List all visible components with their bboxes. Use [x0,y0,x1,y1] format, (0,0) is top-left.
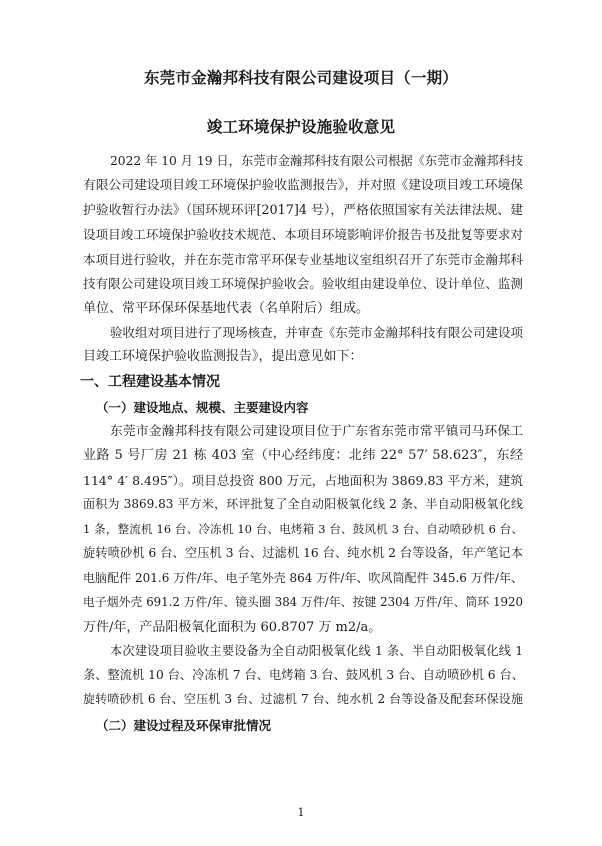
para1-line: 设项目竣工环境保护验收技术规范、本项目环境影响评价报告书及批复等要求对 [83,227,523,242]
para1-line: 本项目进行验收，并在东莞市常平环保专业基地议室组织召开了东莞市金瀚邦科 [83,252,523,267]
document-title: 东莞市金瀚邦科技有限公司建设项目（一期） [143,69,458,87]
para3-line: 面积为 3869.83 平方米，环评批复了全自动阳极氧化线 2 条、半自动阳极氧化线 [83,497,523,511]
subsection-heading: （一）建设地点、规模、主要建设内容 [96,400,309,415]
page-number: 1 [297,806,305,819]
para3-line: 万件/年，产品阳极氧化面积为 60.8707 万 m2/a。 [83,620,382,635]
para1-line: 有限公司建设项目竣工环境保护验收监测报告》，并对照《建设项目竣工环境保 [83,178,523,193]
para1-line: 技有限公司建设项目竣工环境保护验收会。验收组由建设单位、设计单位、监测 [83,276,523,291]
section-heading: 一、工程建设基本情况 [80,374,220,390]
para1-line: 2022 年 10 月 19 日，东莞市金瀚邦科技有限公司根据《东莞市金瀚邦科技 [110,154,523,168]
para2-line: 验收组对项目进行了现场核查，并审查《东莞市金瀚邦科技有限公司建设项 [110,325,523,340]
subsection-heading: （二）建设过程及环保审批情况 [96,718,272,733]
para3-line: 东莞市金瀚邦科技有限公司建设项目位于广东省东莞市常平镇司马环保工 [110,424,523,439]
para3-line: 电脑配件 201.6 万件/年、电子笔外壳 864 万件/年、吹风筒配件 345.6 万件/年、 [83,571,523,585]
para3-line: 电子烟外壳 691.2 万件/年、镜头圈 384 万件/年、按键 2304 万件/年、筒环 1920 [83,595,523,609]
para1-line: 护验收暂行办法》（国环规环评[2017]4 号），严格依照国家有关法律法规、建 [83,203,523,218]
para4-line: 条、整流机 10 台、冷冻机 7 台、电烤箱 3 台、鼓风机 3 台、自动喷砂机 6 台、 [83,668,524,682]
para3-line: 114° 4′ 8.495″）。项目总投资 800 万元，占地面积为 3869.83 平方米，建筑 [83,473,523,488]
para3-line: 旋转喷砂机 6 台、空压机 3 台、过滤机 16 台、纯水机 2 台等设备，年产笔记本 [83,546,523,560]
para4-line: 本次建设项目验收主要设备为全自动阳极氧化线 1 条、半自动阳极氧化线 1 [110,644,523,658]
para1-line: 单位、常平环保环保基地代表（名单附后）组成。 [83,301,370,316]
document-subtitle: 竣工环境保护设施验收意见 [206,118,396,136]
para2-line: 目竣工环境保护验收监测报告》，提出意见如下： [83,349,363,364]
para4-line: 旋转喷砂机 6 台、空压机 3 台、过滤机 7 台、纯水机 2 台等设备及配套环保设施 [83,692,523,706]
para3-line: 1 条，整流机 16 台、冷冻机 10 台、电烤箱 3 台、鼓风机 3 台、自动喷砂机 6 台、 [83,522,523,536]
para3-line: 业路 5 号厂房 21 栋 403 室（中心经纬度：北纬 22° 57′ 58.623″，东经 [83,448,523,463]
